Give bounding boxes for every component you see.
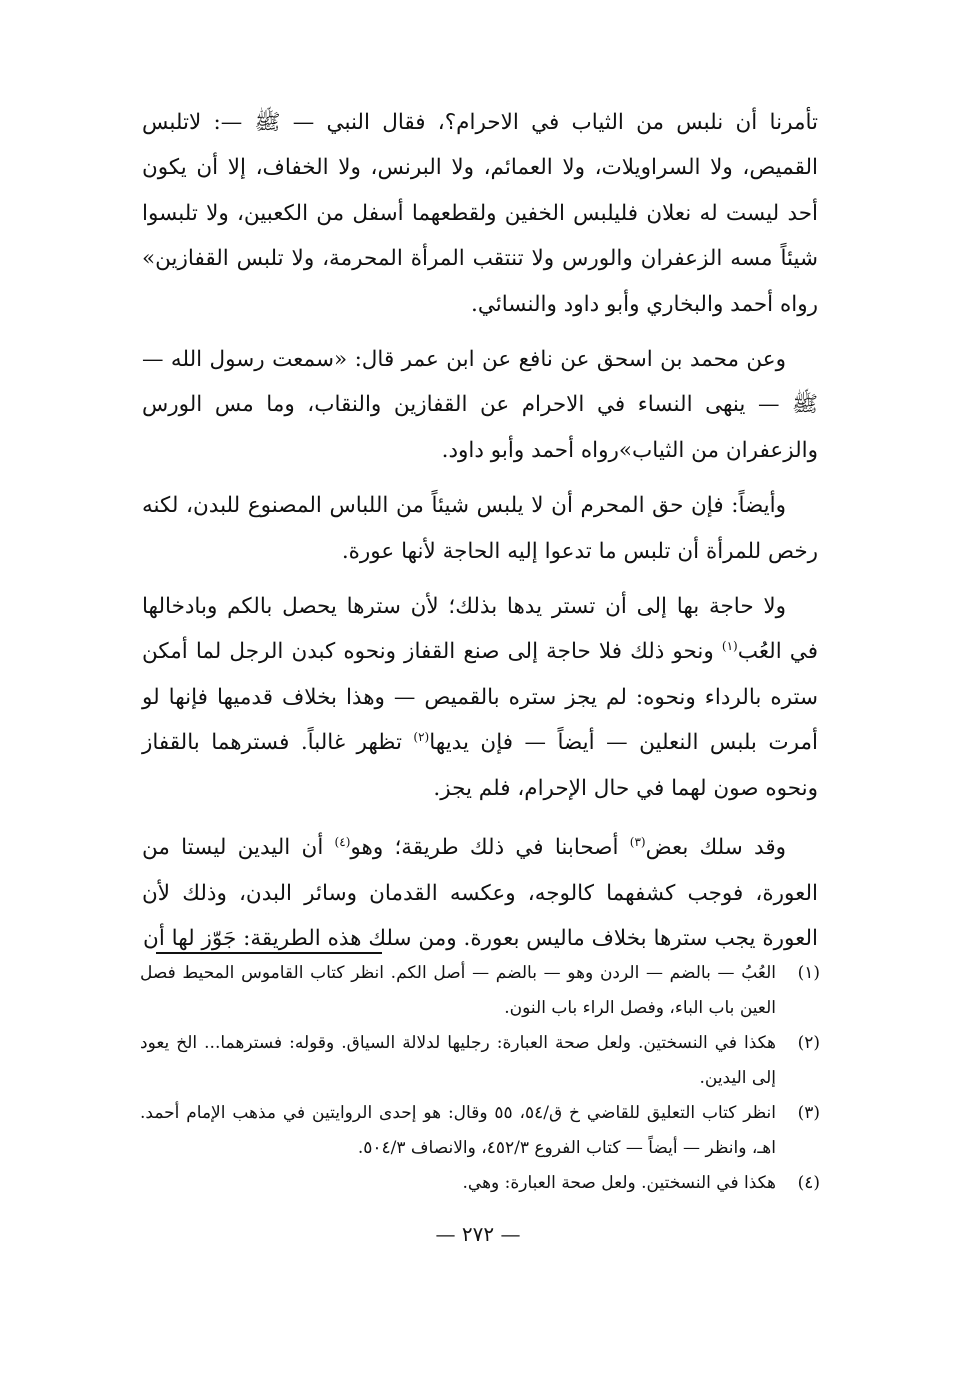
footnote-text: العُبُ — بالضم — الردن وهو — بالضم — أصل الكم. انظر كتاب القاموس المحيط فصل العين باب الباء، وفصل الراء باب النون. [140, 963, 776, 1018]
paragraph-2: وعن محمد بن اسحق عن نافع عن ابن عمر قال: «سمعت رسول الله — ﷺ — ينهى النساء في الاحرام عن القفازين والنقاب، وما مس الورس والزعفران من الثياب»رواه أحمد وأبو داود. [142, 347, 818, 463]
paragraph-4-text-b: ونحو ذلك فلا حاجة إلى صنع القفاز ونحوه كبدن الرجل لما أمكن ستره بالرداء ونحوه: لم يجز ستره بالقميص — وهذا بخلاف قدميها فإنها لو أمرت بلبس النعلين — أيضاً — فإن يديها [142, 639, 818, 756]
footnote-ref-4[interactable]: (٤) [334, 834, 351, 849]
footnote-separator [156, 952, 382, 954]
footnote-ref-1[interactable]: (١) [721, 639, 738, 654]
paragraph-4-text-a: ولا حاجة بها إلى أن تستر يدها بذلك؛ لأن سترها يحصل بالكم وبادخالها في العُب [142, 594, 818, 665]
paragraph-1: تأمرنا أن نلبس من الثياب في الاحرام؟، فقال النبي — ﷺ —: لاتلبس القميص، ولا السراويلات، ولا العمائم، ولا البرنس، ولا الخفاف، إلا أن يكون أحد ليست له نعلان فليلبس الخفين ولقطعهما أسفل من الكعبين، ولا تلبسوا شيئاً مسه الزعفران والورس ولا تنتقب المرأة المحرمة، ولا تلبس القفازين» رواه أحمد والبخاري وأبو داود والنسائي. [142, 110, 818, 317]
main-text [142, 100, 818, 961]
footnote-text: هكذا في النسختين. ولعل صحة العبارة: وهي. [462, 1173, 776, 1193]
paragraph-5-text-c: أن اليدين ليستا من العورة، فوجب كشفهما كالوجه، وعكسه القدمان وسائر البدن، وذلك لأن العورة يجب سترها بخلاف ماليس بعورة. ومن سلك هذه الطريقة: جَوّز لها أن [142, 835, 818, 951]
footnote-number: (١) [797, 963, 820, 983]
footnote-text: انظر كتاب التعليق للقاضي خ ق/٥٤، ٥٥ وقال: هو إحدى الروايتين في مذهب الإمام أحمد. اهـ، وانظر — أيضاً — كتاب الفروع ٤٥٢/٣، والانصاف ٥٠٤/٣. [140, 1103, 776, 1158]
paragraph-5 [142, 825, 818, 961]
footnotes [140, 956, 820, 1201]
footnote-text: هكذا في النسختين. ولعل صحة العبارة: رجليها لدلالة السياق. وقوله: فسترهما... الخ يعود إلى اليدين. [140, 1033, 776, 1088]
page-number: — ٢٧٢ — [435, 1222, 521, 1246]
footnote-number: (٣) [797, 1103, 820, 1123]
paragraph-4-text-c: تظهر غالباً. فسترهما بالقفاز ونحوه صون لهما في حال الإحرام، فلم يجز. [142, 730, 818, 801]
footnote-ref-2[interactable]: (٢) [413, 730, 430, 745]
footnote-1 [140, 956, 820, 1026]
footnote-number: (٤) [797, 1173, 820, 1193]
footnote-ref-3[interactable]: (٣) [629, 834, 646, 849]
paragraph-5-text-a: وقد سلك بعض [645, 835, 787, 861]
footnote-2 [140, 1026, 820, 1096]
footnote-4 [140, 1166, 820, 1201]
paragraph-4 [142, 584, 818, 811]
paragraph-5-text-b: أصحابنا في ذلك طريقة؛ وهو [350, 835, 630, 861]
footnote-3 [140, 1096, 820, 1166]
footnote-number: (٢) [797, 1033, 820, 1053]
paragraph-3: وأيضاً: فإن حق المحرم أن لا يلبس شيئاً من اللباس المصنوع للبدن، لكنه رخص للمرأة أن تلبس ما تدعوا إليه الحاجة لأنها عورة. [142, 493, 818, 564]
